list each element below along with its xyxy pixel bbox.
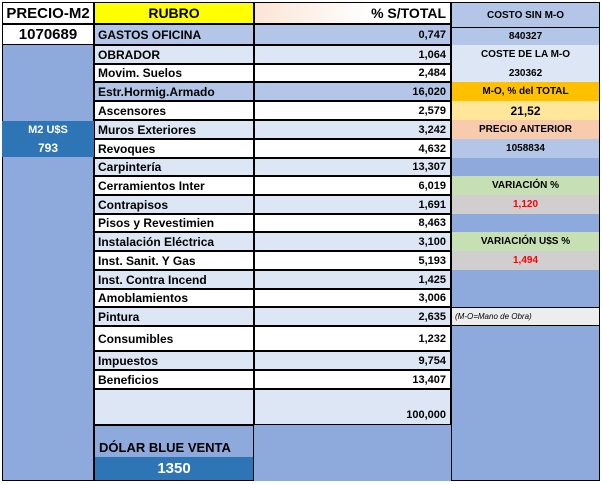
pct-cell[interactable]: 1,691 <box>254 195 451 214</box>
pct-cell[interactable]: 6,019 <box>254 176 451 195</box>
blank-row-name <box>94 389 254 425</box>
precio-m2-value[interactable]: 1070689 <box>2 24 94 45</box>
right-filler-2 <box>451 214 600 232</box>
rubro-cell[interactable]: Instalación Eléctrica <box>94 232 254 251</box>
pct-cell[interactable]: 1,232 <box>254 326 451 351</box>
m2-usd-value[interactable]: 793 <box>2 139 94 157</box>
rubro-cell[interactable]: Estr.Hormig.Armado <box>94 82 254 101</box>
pct-cell[interactable]: 0,747 <box>254 24 451 45</box>
right-filler-3 <box>451 270 600 307</box>
dolar-blue-label[interactable]: DÓLAR BLUE VENTA <box>94 425 254 457</box>
rubro-cell[interactable]: Contrapisos <box>94 195 254 214</box>
right-filler-4 <box>451 326 600 481</box>
pct-cell[interactable]: 3,006 <box>254 289 451 307</box>
rubro-cell[interactable]: Muros Exteriores <box>94 120 254 139</box>
rubro-cell[interactable]: Ascensores <box>94 101 254 120</box>
pct-cell[interactable]: 13,407 <box>254 370 451 389</box>
dolar-blue-value[interactable]: 1350 <box>94 457 254 481</box>
mo-pct-label[interactable]: M-O, % del TOTAL <box>451 82 600 101</box>
coste-mo-label[interactable]: COSTE DE LA M-O <box>451 45 600 64</box>
variacion-pct-label[interactable]: VARIACIÓN % <box>451 176 600 195</box>
rubro-cell[interactable]: Pintura <box>94 307 254 326</box>
pct-cell[interactable]: 2,579 <box>254 101 451 120</box>
pct-cell[interactable]: 9,754 <box>254 351 451 370</box>
pct-cell[interactable]: 4,632 <box>254 139 451 158</box>
rubro-cell[interactable]: Movim. Suelos <box>94 64 254 82</box>
pct-cell[interactable]: 16,020 <box>254 82 451 101</box>
rubro-cell[interactable]: GASTOS OFICINA <box>94 24 254 45</box>
header-rubro[interactable]: RUBRO <box>94 2 254 24</box>
total-value[interactable]: 100,000 <box>254 389 451 425</box>
header-pct[interactable]: % S/TOTAL <box>254 2 451 24</box>
rubro-cell[interactable]: Pisos y Revestimien <box>94 214 254 232</box>
precio-anterior-value[interactable]: 1058834 <box>451 139 600 158</box>
pct-cell[interactable]: 3,242 <box>254 120 451 139</box>
rubro-cell[interactable]: Carpintería <box>94 158 254 176</box>
coste-mo-value[interactable]: 230362 <box>451 64 600 82</box>
pct-cell[interactable]: 1,064 <box>254 45 451 64</box>
pct-cell[interactable]: 5,193 <box>254 251 451 270</box>
precio-anterior-label[interactable]: PRECIO ANTERIOR <box>451 120 600 139</box>
variacion-usd-value[interactable]: 1,494 <box>451 251 600 270</box>
left-filler-top <box>2 45 94 121</box>
pct-cell[interactable]: 2,484 <box>254 64 451 82</box>
pct-cell[interactable]: 3,100 <box>254 232 451 251</box>
costo-sin-mo-label[interactable]: COSTO SIN M-O <box>451 2 600 28</box>
right-filler-1 <box>451 158 600 176</box>
m2-usd-label[interactable]: M2 U$S <box>2 121 94 139</box>
pct-cell[interactable]: 2,635 <box>254 307 451 326</box>
rubro-cell[interactable]: OBRADOR <box>94 45 254 64</box>
variacion-usd-label[interactable]: VARIACIÓN U$S % <box>451 232 600 251</box>
mano-de-obra-note[interactable]: (M-O=Mano de Obra) <box>451 307 600 326</box>
rubro-cell[interactable]: Cerramientos Inter <box>94 176 254 195</box>
rubro-cell[interactable]: Impuestos <box>94 351 254 370</box>
rubro-cell[interactable]: Amoblamientos <box>94 289 254 307</box>
rubro-cell[interactable]: Beneficios <box>94 370 254 389</box>
bottom-filler <box>254 425 451 481</box>
pct-cell[interactable]: 13,307 <box>254 158 451 176</box>
rubro-cell[interactable]: Inst. Sanit. Y Gas <box>94 251 254 270</box>
rubro-cell[interactable]: Inst. Contra Incend <box>94 270 254 289</box>
rubro-cell[interactable]: Consumibles <box>94 326 254 351</box>
pct-cell[interactable]: 8,463 <box>254 214 451 232</box>
precio-m2-label[interactable]: PRECIO-M2 <box>2 2 94 24</box>
mo-pct-value[interactable]: 21,52 <box>451 101 600 120</box>
variacion-pct-value[interactable]: 1,120 <box>451 195 600 214</box>
left-filler-bottom <box>2 157 94 481</box>
rubro-cell[interactable]: Revoques <box>94 139 254 158</box>
pct-cell[interactable]: 1,425 <box>254 270 451 289</box>
costo-sin-mo-value[interactable]: 840327 <box>451 28 600 45</box>
